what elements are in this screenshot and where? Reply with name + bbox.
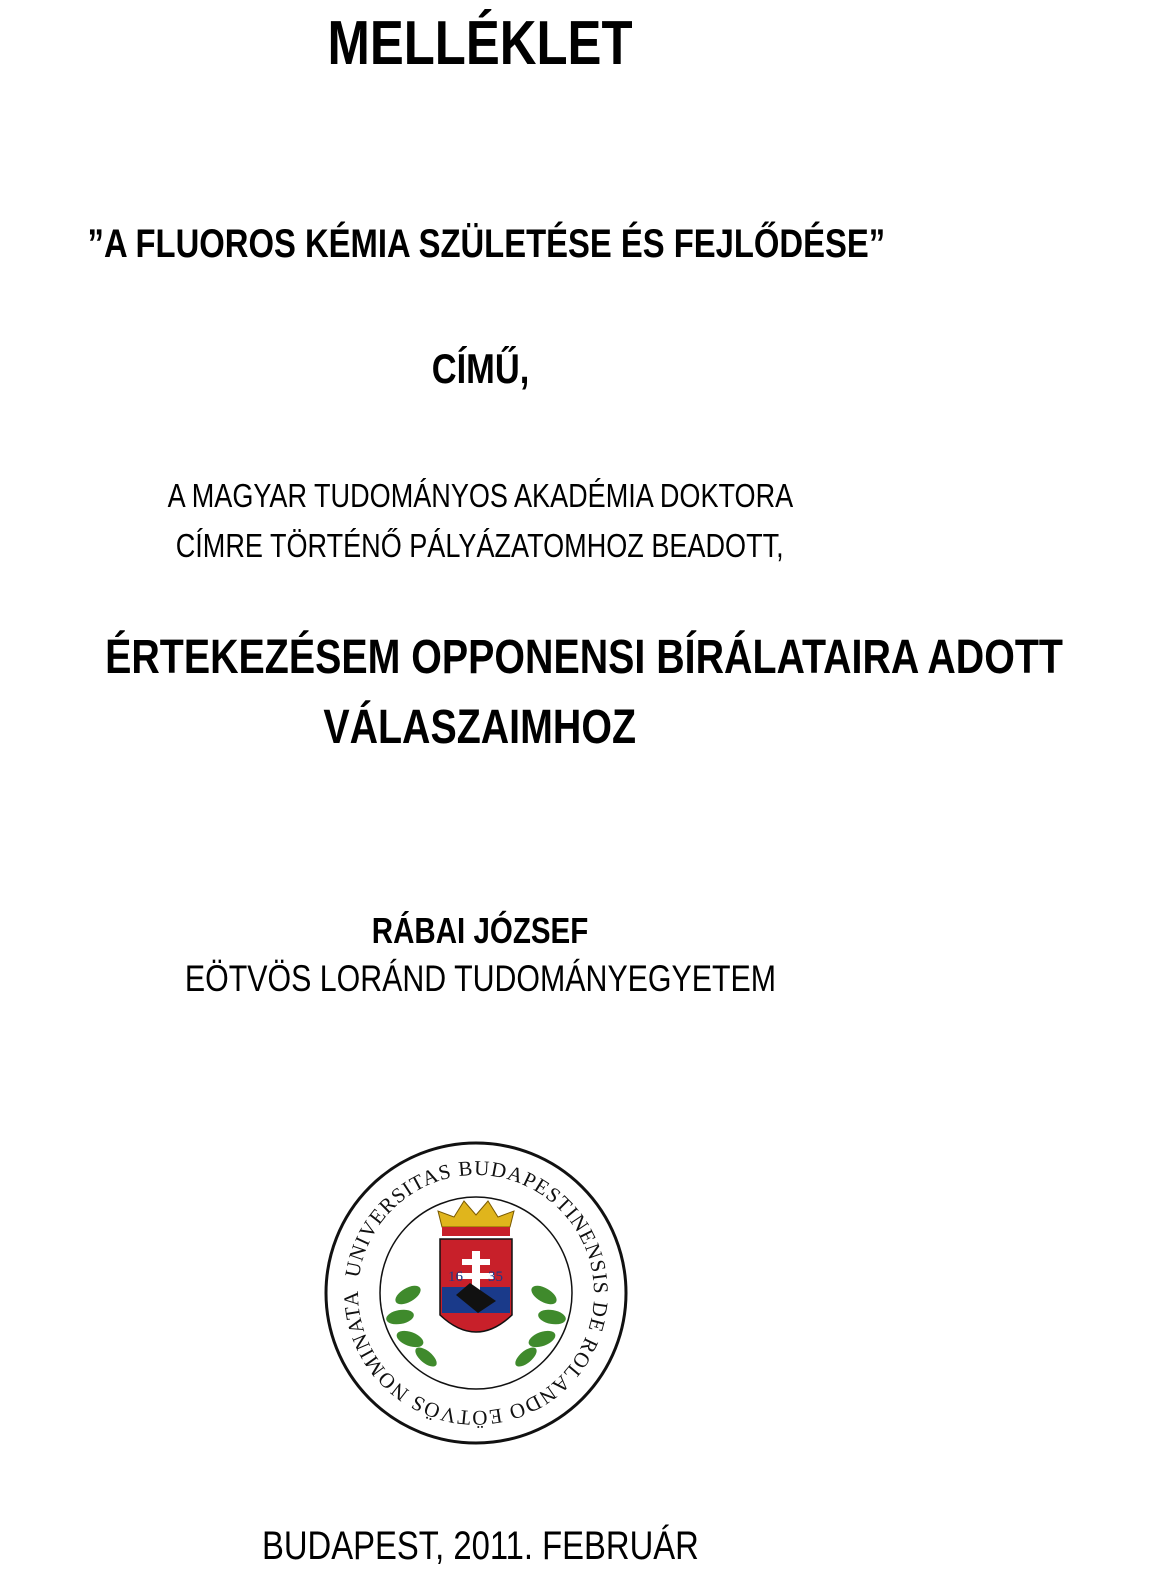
intro-line-2: CÍMRE TÖRTÉNŐ PÁLYÁZATOMHOZ BEADOTT, [176,527,784,564]
place-and-date: BUDAPEST, 2011. FEBRUÁR [261,1524,699,1568]
shield-icon [440,1239,512,1332]
svg-text:16: 16 [448,1269,463,1285]
author-name: RÁBAI JÓZSEF [371,910,589,951]
intro-line-1: A MAGYAR TUDOMÁNYOS AKADÉMIA DOKTORA [167,477,793,514]
university-name: EÖTVÖS LORÁND TUDOMÁNYEGYETEM [184,958,776,999]
subject-suffix: CÍMŰ, [431,345,529,392]
elte-seal-icon [318,1135,634,1451]
heading-line-1: ÉRTEKEZÉSEM OPPONENSI BÍRÁLATAIRA ADOTT [105,631,1063,684]
document-title: MELLÉKLET [327,9,633,78]
heading-line-2: VÁLASZAIMHOZ [323,701,637,754]
subject-title: ”A FLUOROS KÉMIA SZÜLETÉSE ÉS FEJLŐDÉSE” [87,222,886,266]
seal-ring-text: UNIVERSITAS BUDAPESTINENSIS DE ROLANDO EÖTVÖS NOMINATA [338,1155,614,1431]
svg-text:35: 35 [488,1269,503,1285]
